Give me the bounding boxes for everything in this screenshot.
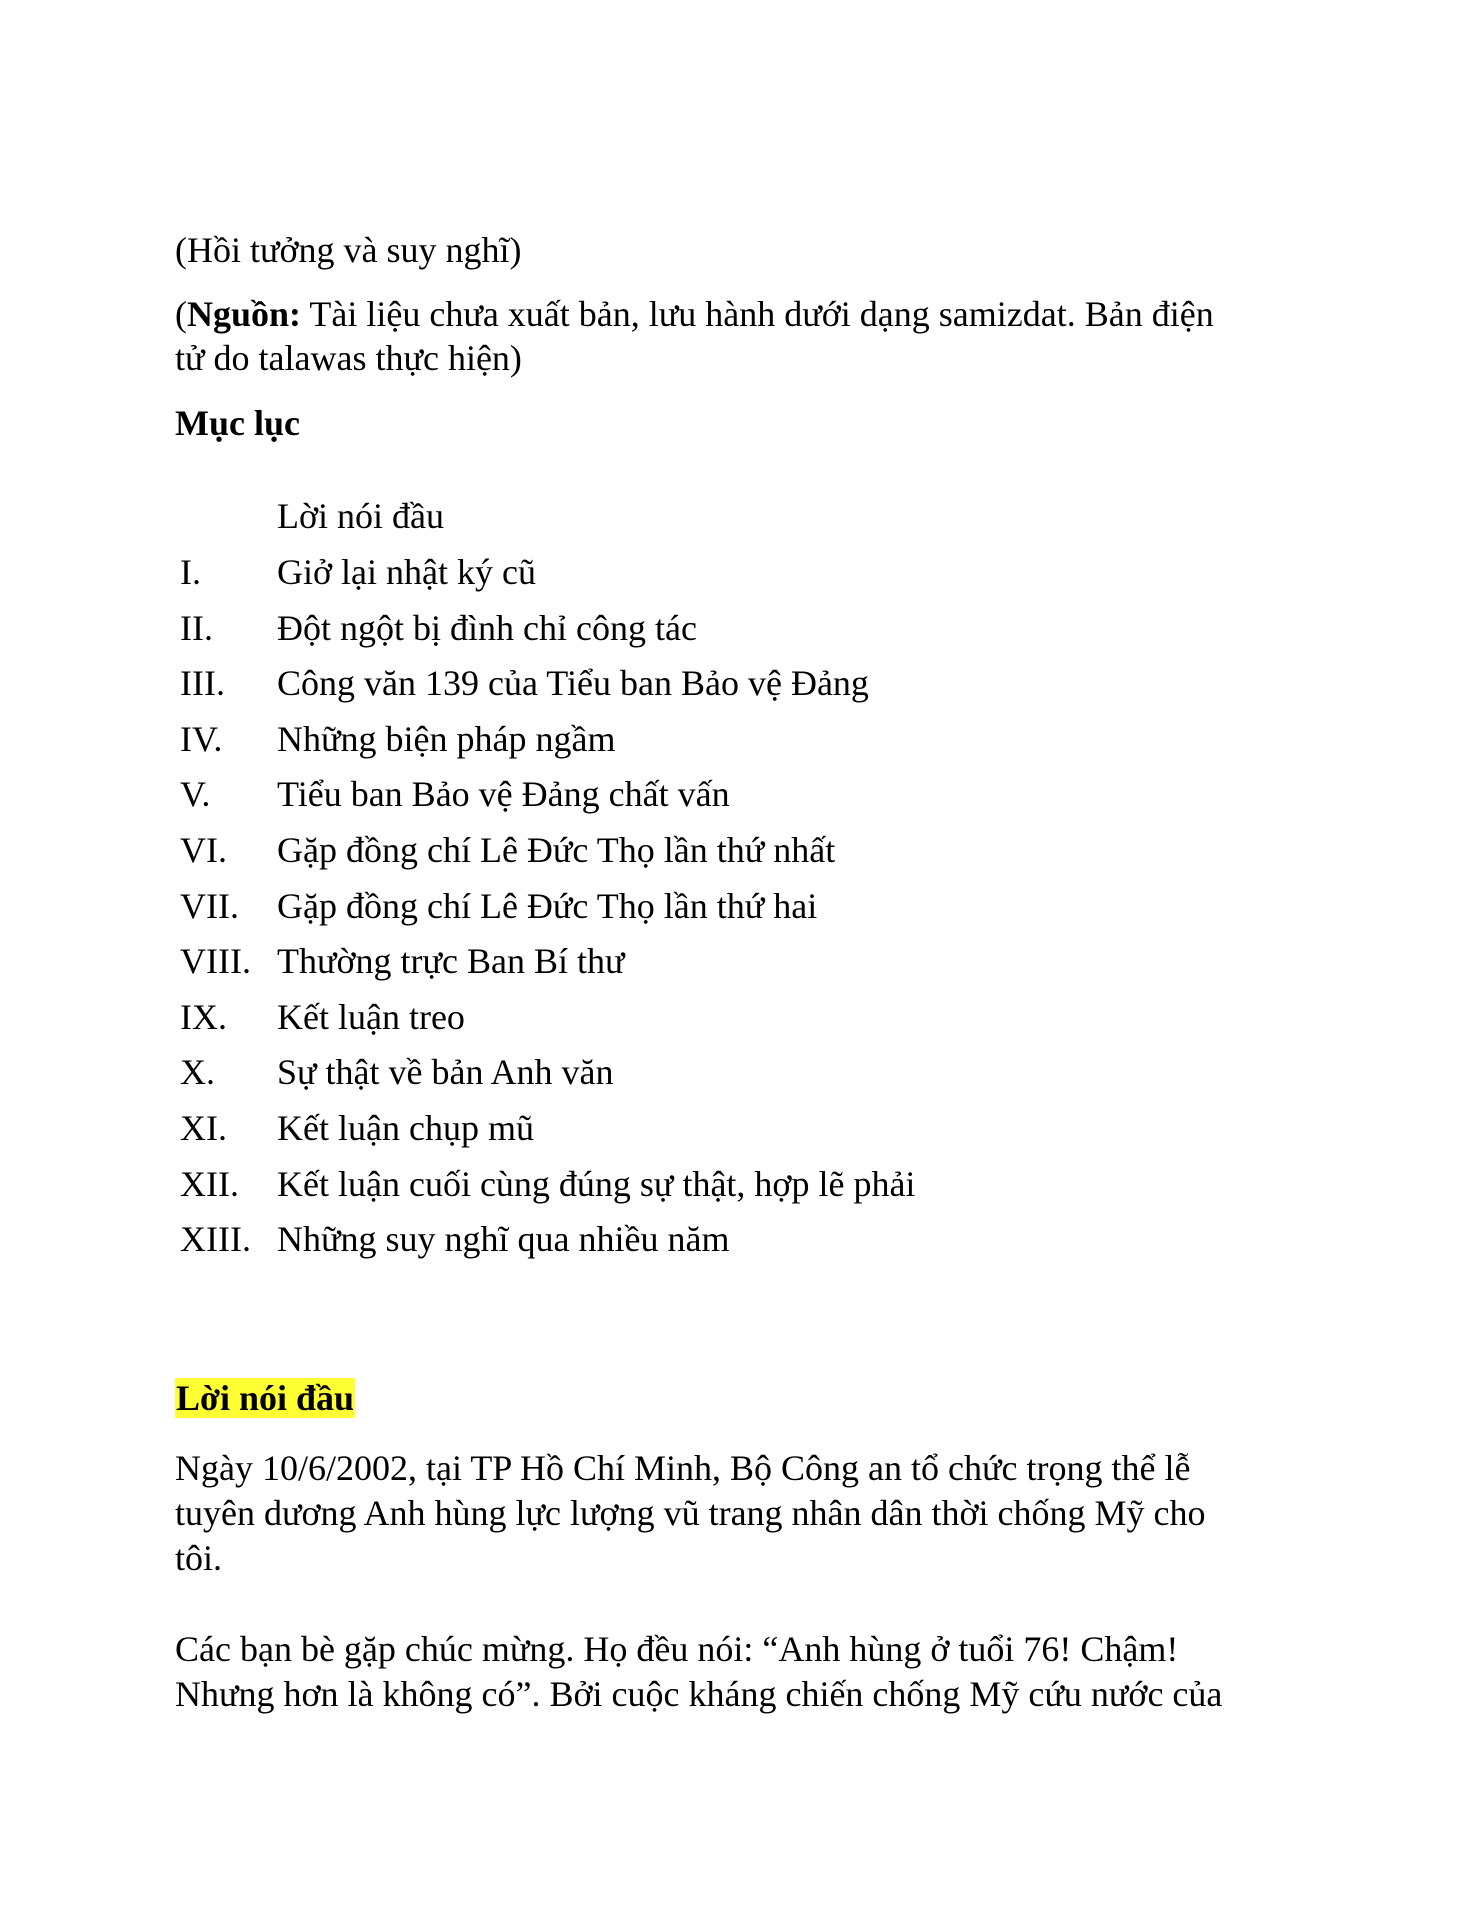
preface-para1-line: tuyên dương Anh hùng lực lượng vũ trang nhân dân thời chống Mỹ cho [175,1493,1206,1533]
source-line-2: tử do talawas thực hiện) [175,338,522,378]
toc-item-title: Công văn 139 của Tiểu ban Bảo vệ Đảng [277,663,869,703]
toc-item-title: Gặp đồng chí Lê Đức Thọ lần thứ hai [277,886,818,926]
toc-item-number: XII. [180,1164,239,1204]
toc-item-number: IV. [180,719,223,759]
toc-item-title: Kết luận chụp mũ [277,1108,534,1148]
preface-heading-highlight: Lời nói đầu [176,1378,355,1418]
toc-item-number: X. [180,1052,215,1092]
toc-item-title: Những biện pháp ngầm [277,719,616,759]
toc-item-title: Giở lại nhật ký cũ [277,552,536,592]
toc-item-number: II. [180,608,213,648]
toc-item-title: Gặp đồng chí Lê Đức Thọ lần thứ nhất [277,830,836,870]
toc-item-number: III. [180,663,225,703]
preface-para1-line: Ngày 10/6/2002, tại TP Hồ Chí Minh, Bộ Công an tổ chức trọng thể lễ [175,1448,1191,1488]
toc-item-number: VI. [180,830,227,870]
source-text-line-1: Tài liệu chưa xuất bản, lưu hành dưới dạng samizdat. Bản điện [301,294,1214,334]
source-label: Nguồn: [187,294,302,334]
toc-item-title: Kết luận cuối cùng đúng sự thật, hợp lẽ phải [277,1164,916,1204]
toc-item-number: VII. [180,886,239,926]
toc-item-title: Sự thật về bản Anh văn [277,1052,614,1092]
preface-para2-line: Nhưng hơn là không có”. Bởi cuộc kháng chiến chống Mỹ cứu nước của [175,1674,1223,1714]
toc-item-number: IX. [180,997,227,1037]
preface-heading [175,1376,355,1420]
toc-item-title: Thường trực Ban Bí thư [277,941,625,981]
toc-item-number: XIII. [180,1219,251,1259]
toc-item-number: V. [180,774,211,814]
source-line-1 [175,292,1214,336]
preface-para2-line: Các bạn bè gặp chúc mừng. Họ đều nói: “Anh hùng ở tuổi 76! Chậm! [175,1629,1179,1669]
source-open-paren: ( [175,294,187,334]
toc-item-title: Tiểu ban Bảo vệ Đảng chất vấn [277,774,730,814]
toc-item-number: XI. [180,1108,227,1148]
toc-heading: Mục lục [175,403,300,443]
toc-item-title: Những suy nghĩ qua nhiều năm [277,1219,730,1259]
preface-para1-line: tôi. [175,1538,223,1578]
toc-item-preface: Lời nói đầu [277,496,445,536]
toc-item-title: Đột ngột bị đình chỉ công tác [277,608,697,648]
toc-item-number: VIII. [180,941,251,981]
subtitle: (Hồi tưởng và suy nghĩ) [175,230,522,270]
toc-item-title: Kết luận treo [277,997,465,1037]
toc-item-number: I. [180,552,201,592]
